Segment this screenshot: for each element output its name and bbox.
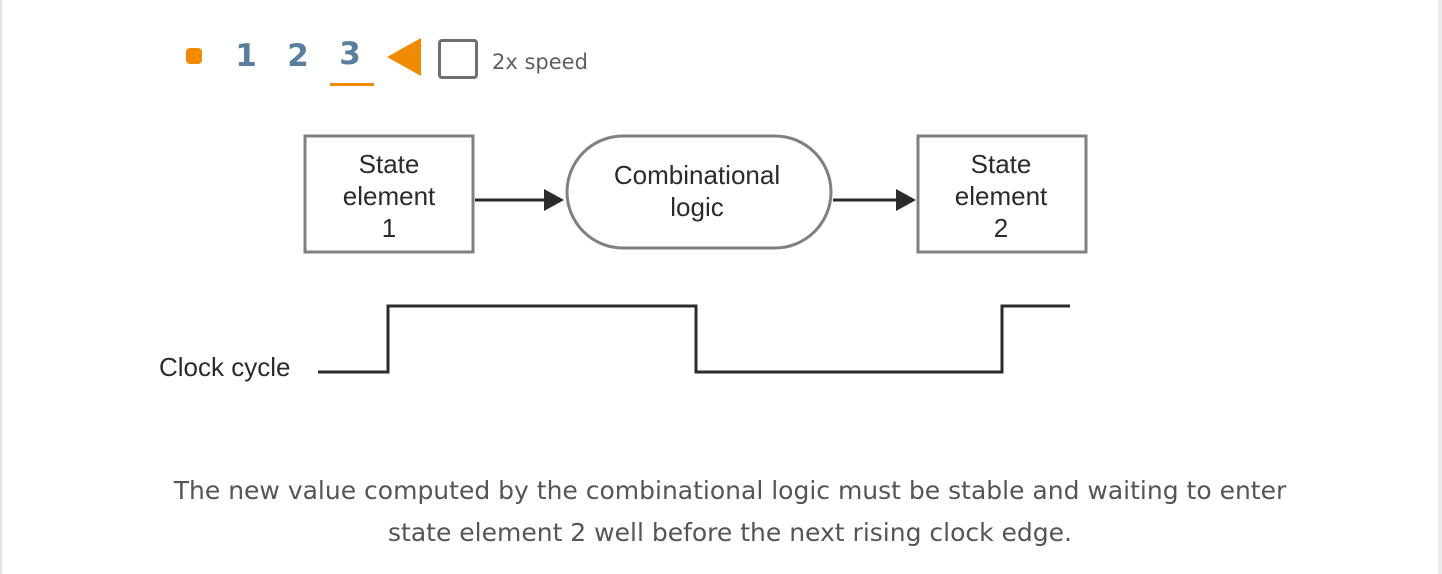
speed-label: 2x speed	[492, 50, 588, 74]
logic-line1: Combinational	[613, 160, 781, 190]
state-element-2-line1: State	[970, 149, 1032, 179]
step-2-button[interactable]: 2	[287, 38, 309, 74]
caption-line-1: The new value computed by the combinational logic must be stable and waiting to enter	[173, 476, 1287, 505]
state-element-2	[918, 136, 1086, 252]
logic-line2: logic	[670, 192, 724, 222]
state-element-2-line2: element	[954, 181, 1048, 211]
state-element-1-line2: element	[342, 181, 436, 211]
arrow-to-logic	[475, 189, 564, 211]
step-1-button[interactable]: 1	[235, 38, 257, 74]
combinational-logic-block	[567, 136, 831, 248]
clock-waveform	[318, 306, 1070, 372]
state-element-1	[305, 136, 473, 252]
arrow-to-state-element-2	[833, 189, 916, 211]
step-3-button[interactable]: 3	[339, 36, 361, 72]
clock-cycle-label: Clock cycle	[159, 352, 291, 382]
caption-line-2: state element 2 well before the next rising clock edge.	[388, 518, 1072, 547]
state-element-1-line3: 1	[381, 213, 397, 243]
state-element-2-line3: 2	[993, 213, 1009, 243]
caption	[100, 470, 1360, 554]
state-element-1-line1: State	[358, 149, 420, 179]
